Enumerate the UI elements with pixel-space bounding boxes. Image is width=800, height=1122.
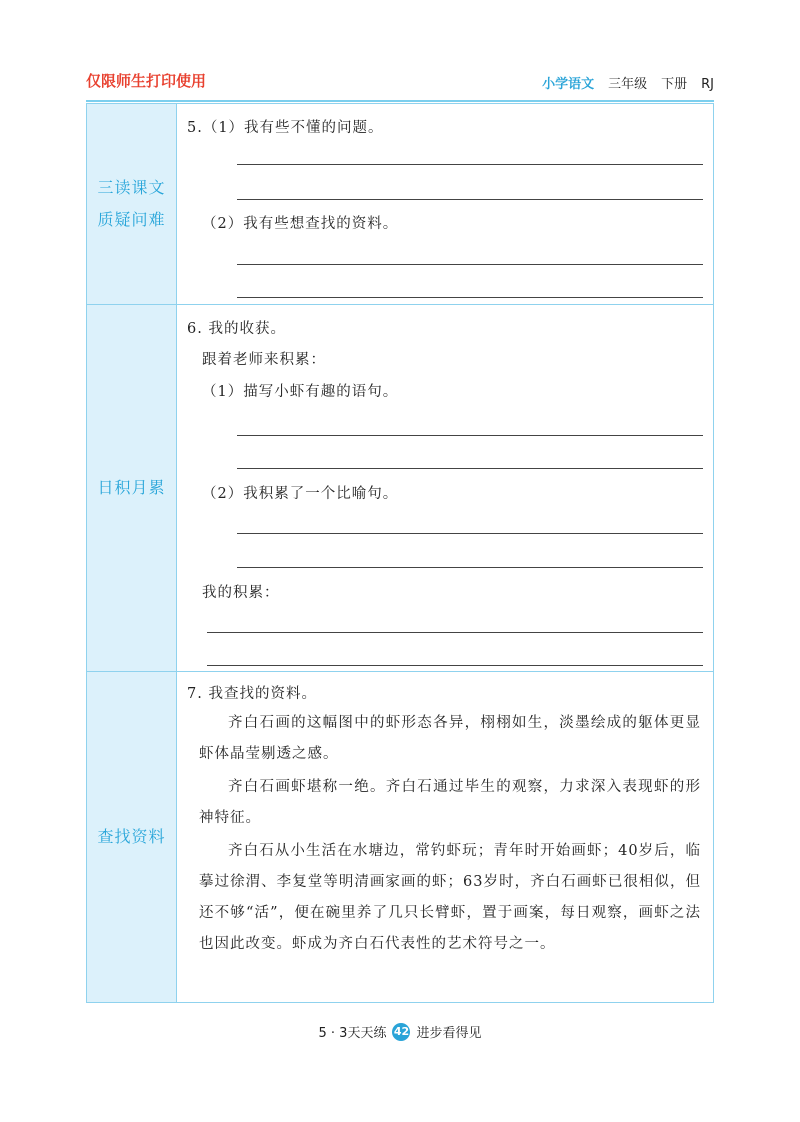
research-paragraph: 齐白石从小生活在水塘边，常钓虾玩；青年时开始画虾；40岁后，临摹过徐渭、李复堂等明清画家画的虾；63岁时，齐白石画虾已很相似，但还不够“活”，便在碗里养了几只长臂虾，置于画案，每日观察，画虾之法也因此改变。虾成为齐白石代表性的艺术符号之一。 bbox=[199, 843, 701, 952]
section-content bbox=[177, 305, 713, 671]
section-content bbox=[177, 104, 713, 304]
section-content bbox=[177, 672, 713, 1002]
section-label-line: 日积月累 bbox=[97, 478, 166, 497]
section-label bbox=[87, 305, 177, 671]
question-6-part-1: （1）描写小虾有趣的语句。 bbox=[202, 384, 399, 400]
section-daily-accumulation bbox=[87, 305, 713, 672]
answer-line[interactable] bbox=[237, 164, 703, 165]
grade-label: 三年级 bbox=[608, 77, 648, 92]
volume-label: 下册 bbox=[661, 77, 688, 92]
question-5-title: 5.（1）我有些不懂的问题。 bbox=[187, 120, 384, 136]
footer-brand: 5 · 3天天练 bbox=[318, 1026, 387, 1041]
research-paragraph: 齐白石画虾堪称一绝。齐白石通过毕生的观察，力求深入表现虾的形神特征。 bbox=[199, 779, 701, 826]
answer-line[interactable] bbox=[207, 665, 703, 666]
footer-slogan: 进步看得见 bbox=[416, 1026, 482, 1041]
question-6-intro: 跟着老师来积累： bbox=[202, 352, 326, 368]
question-6-part-2: （2）我积累了一个比喻句。 bbox=[202, 486, 399, 502]
section-reread-questions bbox=[87, 104, 713, 305]
print-notice: 仅限师生打印使用 bbox=[86, 72, 207, 90]
page-number: 42 bbox=[392, 1023, 410, 1041]
header-divider bbox=[86, 100, 714, 102]
answer-line[interactable] bbox=[237, 297, 703, 298]
answer-line[interactable] bbox=[237, 567, 703, 568]
page-footer bbox=[0, 1022, 800, 1041]
answer-line[interactable] bbox=[237, 435, 703, 436]
section-label-line: 查找资料 bbox=[97, 827, 166, 846]
research-paragraph: 齐白石画的这幅图中的虾形态各异，栩栩如生，淡墨绘成的躯体更显虾体晶莹剔透之感。 bbox=[199, 715, 701, 762]
edition-label: RJ bbox=[701, 77, 714, 92]
my-accumulation-label: 我的积累： bbox=[202, 585, 280, 601]
subject-label: 小学语文 bbox=[542, 77, 595, 92]
answer-line[interactable] bbox=[237, 533, 703, 534]
answer-line[interactable] bbox=[237, 264, 703, 265]
section-label bbox=[87, 104, 177, 304]
section-label-line: 三读课文 bbox=[97, 178, 166, 197]
section-research bbox=[87, 672, 713, 1002]
question-7-title: 7. 我查找的资料。 bbox=[187, 686, 317, 702]
worksheet-table bbox=[86, 103, 714, 1003]
question-6-title: 6. 我的收获。 bbox=[187, 321, 286, 337]
answer-line[interactable] bbox=[237, 468, 703, 469]
section-label-line: 质疑问难 bbox=[97, 210, 166, 229]
question-5-part-2: （2）我有些想查找的资料。 bbox=[202, 216, 399, 232]
answer-line[interactable] bbox=[207, 632, 703, 633]
section-label bbox=[87, 672, 177, 1002]
book-info bbox=[542, 73, 714, 92]
answer-line[interactable] bbox=[237, 199, 703, 200]
